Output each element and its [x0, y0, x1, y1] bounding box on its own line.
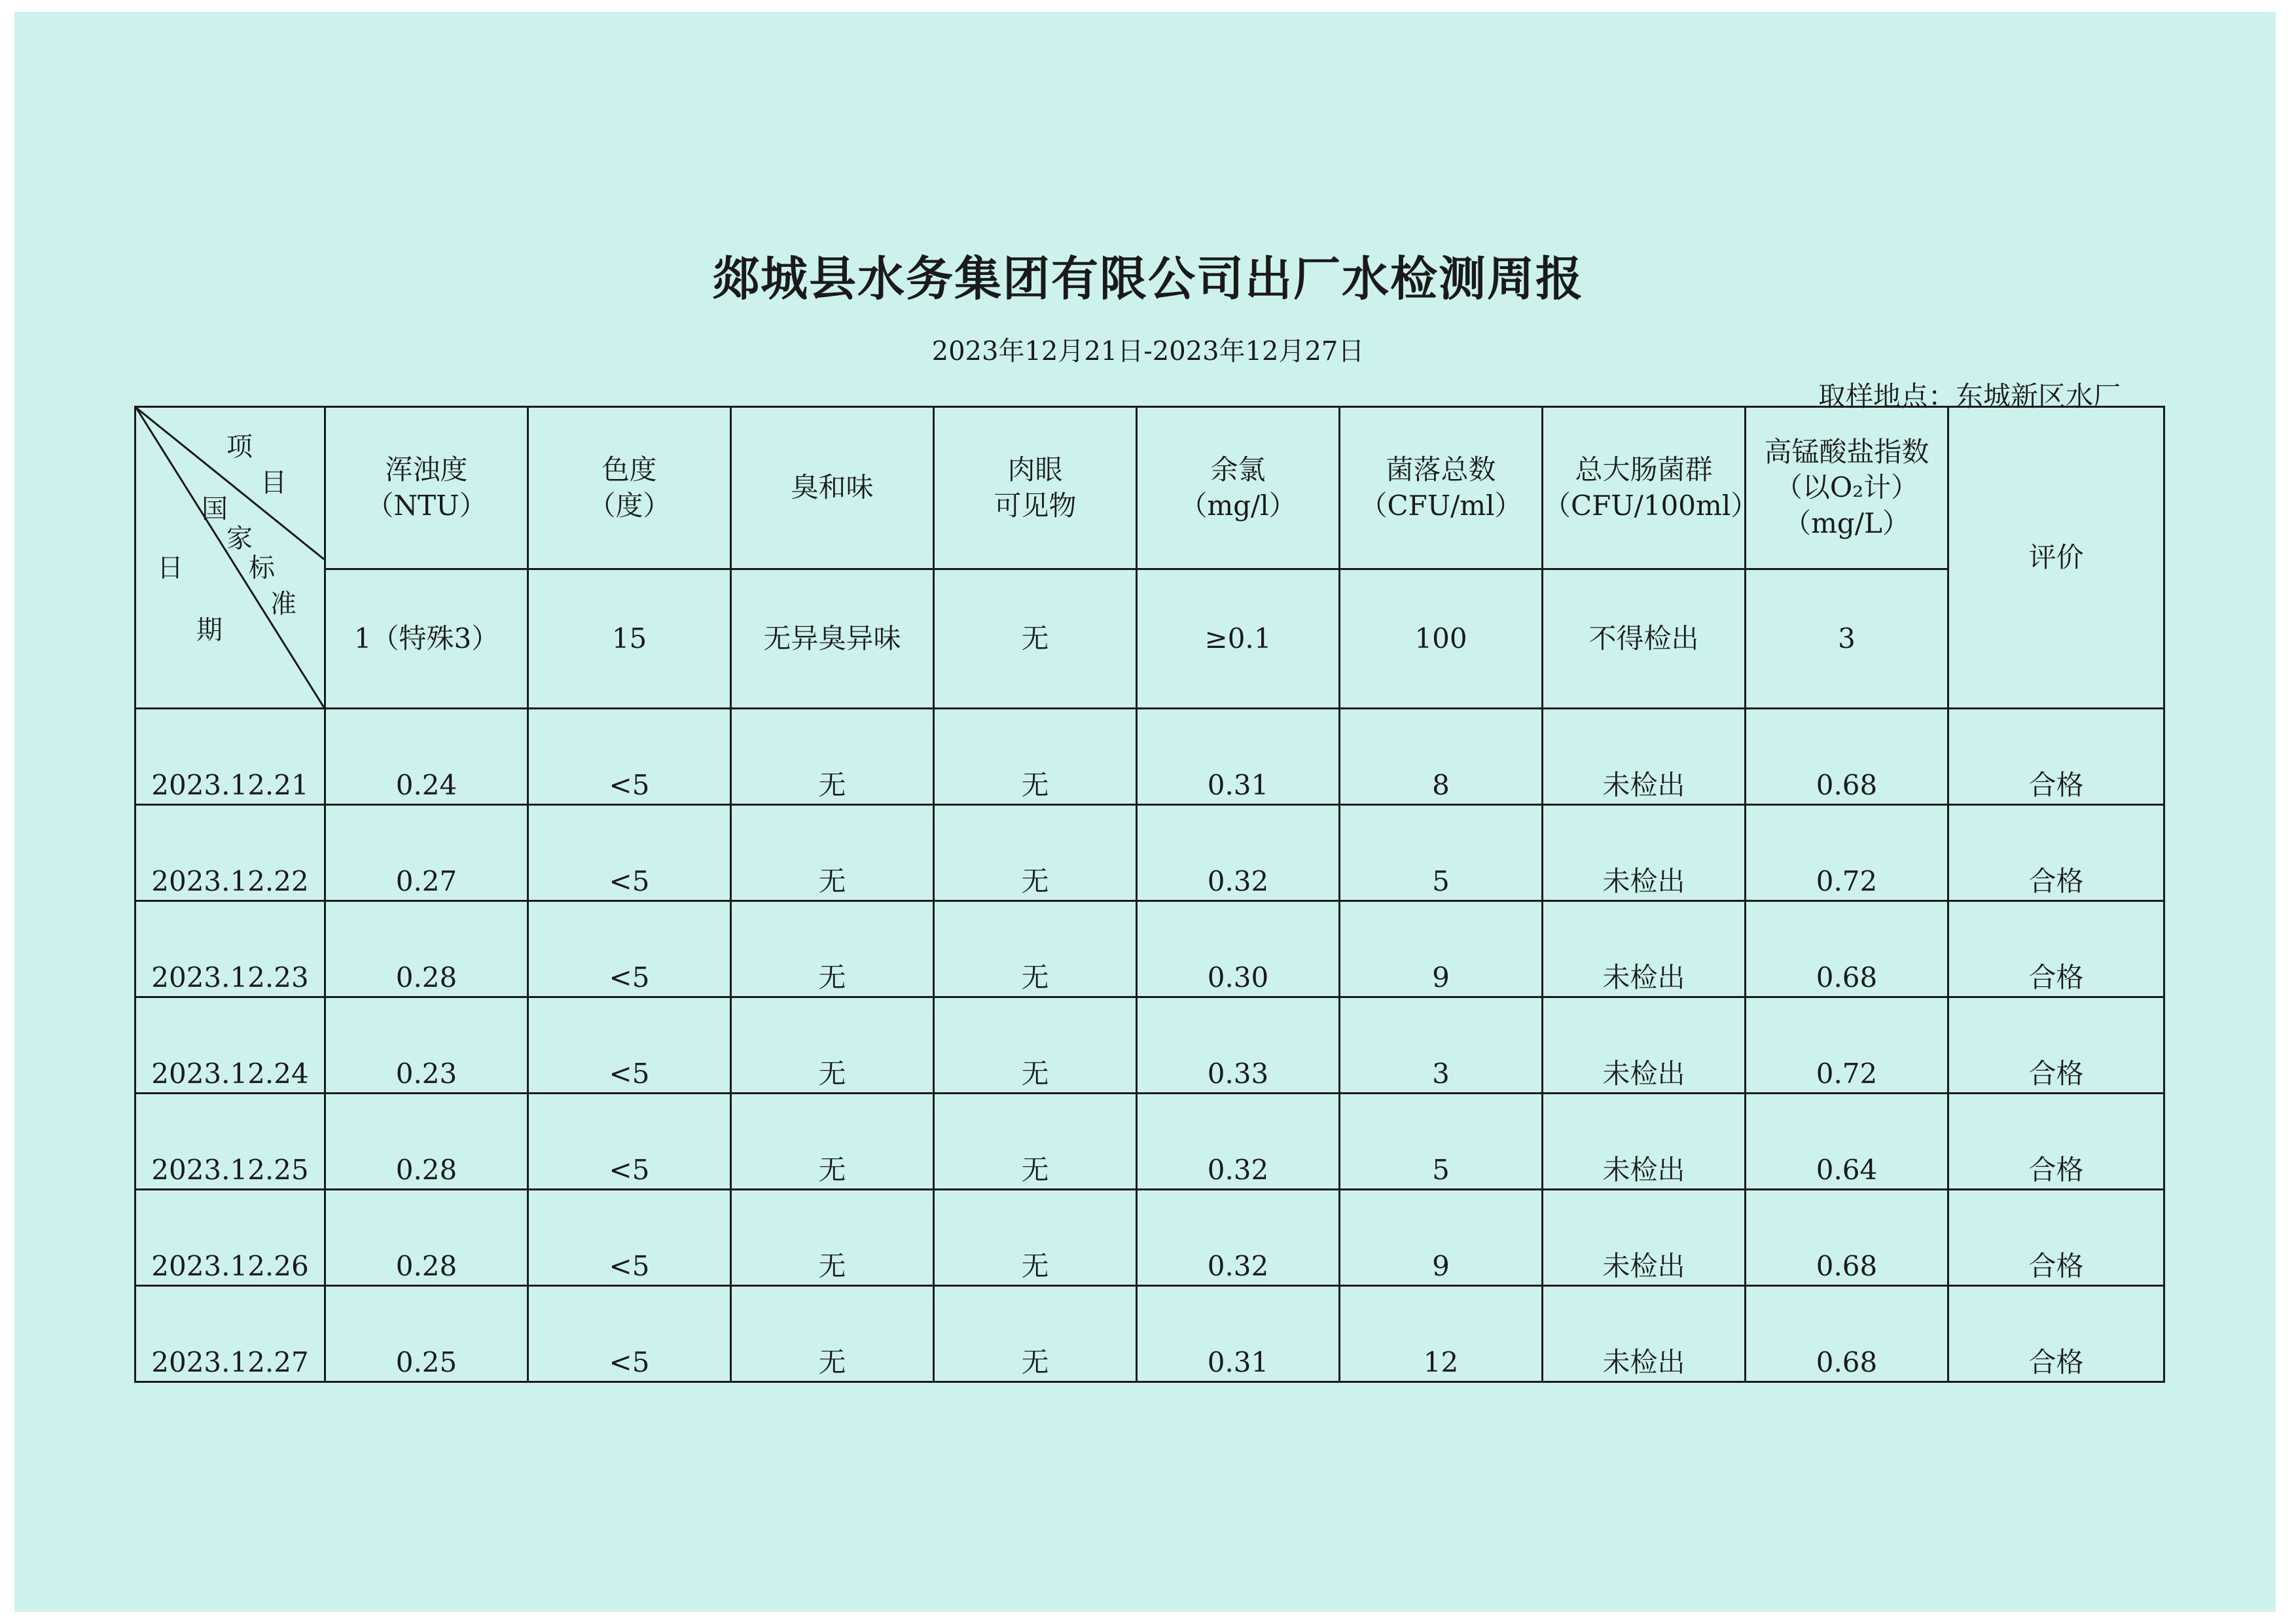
cell-residual-chlorine: 0.32	[1137, 1190, 1340, 1286]
cell-colony-count: 5	[1340, 805, 1543, 901]
cell-color: <5	[528, 805, 731, 901]
table-row	[135, 1094, 2164, 1190]
cell-odor: 无	[731, 997, 934, 1094]
cell-odor: 无	[731, 709, 934, 805]
cell-turbidity: 0.27	[325, 805, 528, 901]
cell-color: <5	[528, 1190, 731, 1286]
header-evaluation: 评价	[1948, 407, 2164, 709]
corner-label-standard: 国	[202, 494, 228, 524]
table-row	[135, 805, 2164, 901]
cell-turbidity: 0.28	[325, 1190, 528, 1286]
corner-label-standard: 标	[249, 553, 275, 583]
cell-date: 2023.12.21	[135, 709, 325, 805]
standard-value: 不得检出	[1543, 569, 1746, 709]
cell-odor: 无	[731, 1094, 934, 1190]
cell-total-coliform: 未检出	[1543, 1190, 1746, 1286]
cell-residual-chlorine: 0.33	[1137, 997, 1340, 1094]
cell-visible-matter: 无	[934, 997, 1137, 1094]
cell-colony-count: 12	[1340, 1286, 1543, 1382]
cell-turbidity: 0.24	[325, 709, 528, 805]
cell-evaluation: 合格	[1948, 1190, 2164, 1286]
corner-label-standard: 家	[226, 524, 253, 554]
corner-label-date: 期	[196, 615, 223, 645]
table-row	[135, 1286, 2164, 1382]
cell-residual-chlorine: 0.32	[1137, 1094, 1340, 1190]
cell-odor: 无	[731, 901, 934, 997]
corner-label-date: 日	[157, 553, 183, 583]
header-color: 色度 （度）	[528, 407, 731, 569]
header-permanganate-index: 高锰酸盐指数 （以O₂计） （mg/L）	[1746, 407, 1948, 569]
standard-value: 15	[528, 569, 731, 709]
header-turbidity: 浑浊度 （NTU）	[325, 407, 528, 569]
header-total-coliform: 总大肠菌群 （CFU/100ml）	[1543, 407, 1746, 569]
cell-date: 2023.12.25	[135, 1094, 325, 1190]
table-row	[135, 901, 2164, 997]
sampling-location: 取样地点：东城新区水厂	[1818, 380, 2121, 412]
cell-residual-chlorine: 0.31	[1137, 709, 1340, 805]
corner-label-item: 项	[226, 432, 253, 462]
cell-date: 2023.12.24	[135, 997, 325, 1094]
cell-permanganate-index: 0.72	[1746, 997, 1948, 1094]
report-date-range: 2023年12月21日-2023年12月27日	[931, 336, 1365, 366]
header-row	[135, 407, 2164, 569]
cell-odor: 无	[731, 1190, 934, 1286]
cell-colony-count: 8	[1340, 709, 1543, 805]
standard-row	[135, 569, 2164, 709]
cell-visible-matter: 无	[934, 901, 1137, 997]
standard-value: 100	[1340, 569, 1543, 709]
cell-turbidity: 0.23	[325, 997, 528, 1094]
cell-permanganate-index: 0.64	[1746, 1094, 1948, 1190]
cell-visible-matter: 无	[934, 1286, 1137, 1382]
table-row	[135, 1190, 2164, 1286]
cell-total-coliform: 未检出	[1543, 805, 1746, 901]
cell-permanganate-index: 0.68	[1746, 1286, 1948, 1382]
cell-date: 2023.12.22	[135, 805, 325, 901]
cell-permanganate-index: 0.68	[1746, 1190, 1948, 1286]
cell-evaluation: 合格	[1948, 901, 2164, 997]
cell-date: 2023.12.23	[135, 901, 325, 997]
cell-colony-count: 3	[1340, 997, 1543, 1094]
standard-value: 1（特殊3）	[325, 569, 528, 709]
cell-residual-chlorine: 0.32	[1137, 805, 1340, 901]
cell-permanganate-index: 0.68	[1746, 901, 1948, 997]
cell-turbidity: 0.28	[325, 1094, 528, 1190]
cell-total-coliform: 未检出	[1543, 901, 1746, 997]
cell-colony-count: 5	[1340, 1094, 1543, 1190]
cell-evaluation: 合格	[1948, 997, 2164, 1094]
cell-visible-matter: 无	[934, 1094, 1137, 1190]
cell-turbidity: 0.28	[325, 901, 528, 997]
cell-total-coliform: 未检出	[1543, 1094, 1746, 1190]
standard-value: ≥0.1	[1137, 569, 1340, 709]
cell-visible-matter: 无	[934, 1190, 1137, 1286]
cell-visible-matter: 无	[934, 805, 1137, 901]
cell-color: <5	[528, 709, 731, 805]
header-residual-chlorine: 余氯 （mg/l）	[1137, 407, 1340, 569]
cell-turbidity: 0.25	[325, 1286, 528, 1382]
cell-visible-matter: 无	[934, 709, 1137, 805]
cell-date: 2023.12.27	[135, 1286, 325, 1382]
cell-residual-chlorine: 0.30	[1137, 901, 1340, 997]
corner-label-standard: 准	[270, 589, 296, 619]
cell-odor: 无	[731, 805, 934, 901]
cell-evaluation: 合格	[1948, 805, 2164, 901]
cell-color: <5	[528, 1094, 731, 1190]
cell-color: <5	[528, 997, 731, 1094]
header-odor: 臭和味	[731, 407, 934, 569]
header-colony-count: 菌落总数 （CFU/ml）	[1340, 407, 1543, 569]
cell-total-coliform: 未检出	[1543, 997, 1746, 1094]
cell-colony-count: 9	[1340, 901, 1543, 997]
cell-evaluation: 合格	[1948, 709, 2164, 805]
header-visible-matter: 肉眼 可见物	[934, 407, 1137, 569]
cell-evaluation: 合格	[1948, 1094, 2164, 1190]
cell-residual-chlorine: 0.31	[1137, 1286, 1340, 1382]
cell-permanganate-index: 0.72	[1746, 805, 1948, 901]
table-row	[135, 997, 2164, 1094]
cell-evaluation: 合格	[1948, 1286, 2164, 1382]
cell-date: 2023.12.26	[135, 1190, 325, 1286]
cell-odor: 无	[731, 1286, 934, 1382]
cell-total-coliform: 未检出	[1543, 1286, 1746, 1382]
cell-permanganate-index: 0.68	[1746, 709, 1948, 805]
cell-color: <5	[528, 1286, 731, 1382]
report-title: 郯城县水务集团有限公司出厂水检测周报	[711, 251, 1584, 306]
standard-value: 无	[934, 569, 1137, 709]
cell-total-coliform: 未检出	[1543, 709, 1746, 805]
corner-header-cell	[135, 407, 325, 709]
standard-value: 无异臭异味	[731, 569, 934, 709]
corner-label-item: 目	[260, 468, 287, 498]
standard-value: 3	[1746, 569, 1948, 709]
cell-color: <5	[528, 901, 731, 997]
cell-colony-count: 9	[1340, 1190, 1543, 1286]
water-quality-table	[134, 406, 2165, 1383]
table-row	[135, 709, 2164, 805]
